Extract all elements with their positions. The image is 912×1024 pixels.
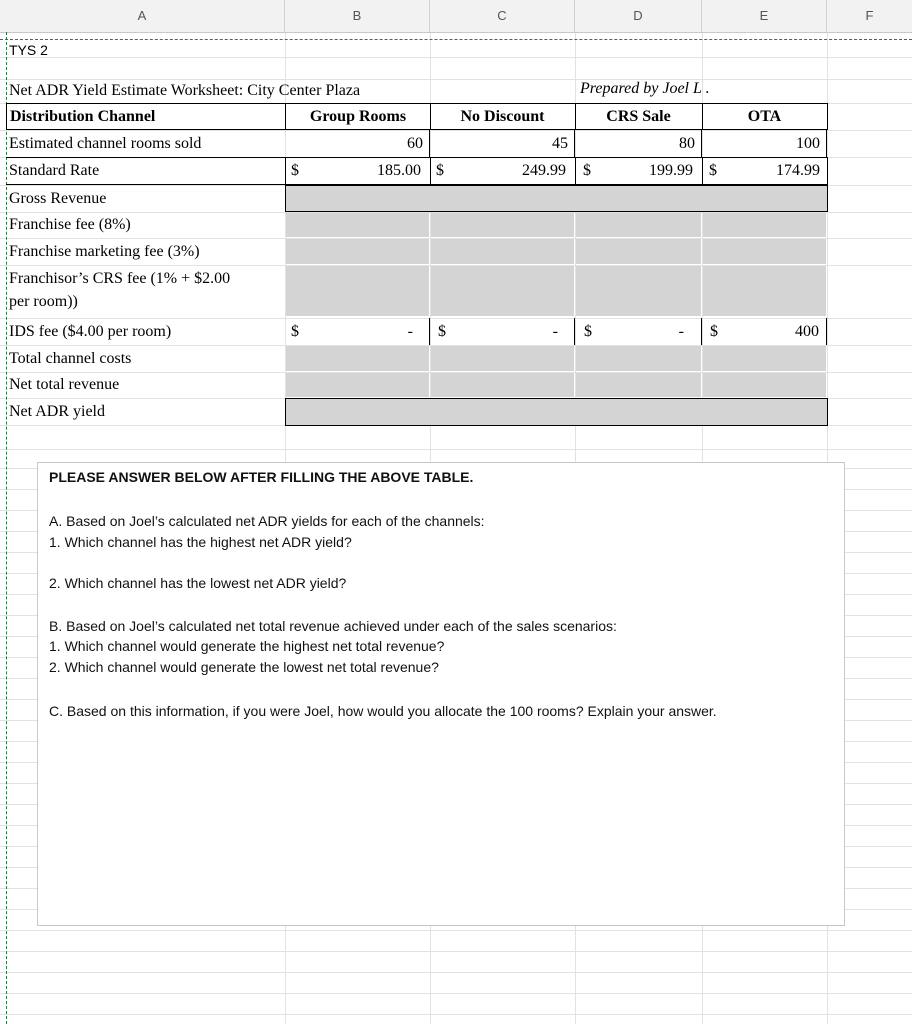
column-header-bar	[0, 0, 912, 33]
currency-symbol: $	[583, 162, 591, 179]
rate-no-discount[interactable]	[430, 157, 576, 185]
row-gridline	[0, 1014, 912, 1015]
header-no-discount[interactable]: No Discount	[430, 103, 576, 130]
row-gridline	[0, 993, 912, 994]
currency-symbol: $	[584, 323, 592, 340]
ids-fee-no-discount-value: -	[552, 323, 558, 340]
label-franchise-marketing-fee[interactable]: Franchise marketing fee (3%)	[9, 243, 200, 260]
total-costs-ota[interactable]	[703, 346, 826, 371]
rate-group-value: 185.00	[377, 162, 421, 179]
question-a1: 1. Which channel has the highest net ADR yield?	[49, 534, 352, 550]
currency-symbol: $	[710, 323, 718, 340]
crs-fee-crs[interactable]	[576, 266, 701, 316]
rate-no-discount-value: 249.99	[522, 162, 566, 179]
header-group-rooms[interactable]: Group Rooms	[285, 103, 431, 130]
question-a2: 2. Which channel has the lowest net ADR yield?	[49, 575, 347, 591]
sheet-label[interactable]: TYS 2	[9, 42, 48, 58]
gross-revenue-no-discount[interactable]	[430, 185, 576, 212]
net-revenue-ota[interactable]	[703, 373, 826, 397]
franchise-fee-ota[interactable]	[703, 213, 826, 237]
question-c: C. Based on this information, if you were Joel, how would you allocate the 100 rooms? Explain your answer.	[49, 703, 717, 719]
currency-symbol: $	[436, 162, 444, 179]
total-costs-group[interactable]	[286, 346, 429, 371]
marketing-fee-crs[interactable]	[576, 239, 701, 264]
marketing-fee-group[interactable]	[286, 239, 429, 264]
column-header-d[interactable]: D	[575, 0, 702, 32]
row-gridline	[0, 57, 912, 58]
currency-symbol: $	[291, 323, 299, 340]
row-gridline	[0, 951, 912, 952]
net-revenue-crs[interactable]	[576, 373, 701, 397]
column-header-e[interactable]: E	[702, 0, 827, 32]
questions-text-box[interactable]	[37, 462, 845, 926]
gross-revenue-group[interactable]	[285, 185, 431, 212]
column-header-f[interactable]: F	[865, 8, 874, 23]
rate-group[interactable]	[285, 157, 431, 185]
rooms-sold-group[interactable]: 60	[285, 130, 430, 157]
column-header-b[interactable]: B	[285, 0, 430, 32]
net-revenue-no-discount[interactable]	[431, 373, 574, 397]
currency-symbol: $	[709, 162, 717, 179]
worksheet-title[interactable]: Net ADR Yield Estimate Worksheet: City Center Plaza	[9, 82, 361, 99]
ids-fee-crs-value: -	[678, 323, 684, 340]
prepared-by[interactable]: Prepared by Joel L .	[580, 80, 710, 97]
franchise-fee-no-discount[interactable]	[431, 213, 574, 237]
marketing-fee-ota[interactable]	[703, 239, 826, 264]
label-net-total-revenue[interactable]: Net total revenue	[9, 376, 120, 393]
ids-fee-group[interactable]	[285, 318, 430, 345]
questions-heading: PLEASE ANSWER BELOW AFTER FILLING THE ABOVE TABLE.	[49, 469, 474, 485]
ids-fee-ota[interactable]	[702, 318, 827, 345]
page-break-line	[0, 39, 912, 40]
franchise-fee-crs[interactable]	[576, 213, 701, 237]
gross-revenue-crs[interactable]	[575, 185, 703, 212]
currency-symbol: $	[438, 323, 446, 340]
question-b2: 2. Which channel would generate the lowest net total revenue?	[49, 659, 439, 675]
rate-ota[interactable]	[702, 157, 828, 185]
rate-ota-value: 174.99	[776, 162, 820, 179]
net-adr-ota[interactable]	[702, 398, 828, 426]
label-ids-fee[interactable]: IDS fee ($4.00 per room)	[9, 323, 172, 340]
rooms-sold-ota[interactable]: 100	[702, 130, 827, 157]
rooms-sold-no-discount[interactable]: 45	[430, 130, 575, 157]
label-net-adr-yield[interactable]: Net ADR yield	[9, 403, 105, 420]
crs-fee-ota[interactable]	[703, 266, 826, 316]
label-rooms-sold[interactable]: Estimated channel rooms sold	[9, 135, 202, 152]
ids-fee-crs[interactable]	[575, 318, 702, 345]
label-total-channel-costs[interactable]: Total channel costs	[9, 350, 132, 367]
row-gridline	[0, 449, 912, 450]
row-gridline	[0, 930, 912, 931]
column-header-a[interactable]: A	[0, 0, 285, 32]
header-distribution-channel[interactable]: Distribution Channel	[6, 103, 286, 130]
header-crs-sale[interactable]: CRS Sale	[575, 103, 703, 130]
total-costs-crs[interactable]	[576, 346, 701, 371]
label-franchise-fee[interactable]: Franchise fee (8%)	[9, 216, 131, 233]
label-crs-fee-line1[interactable]: Franchisor’s CRS fee (1% + $2.00	[9, 270, 231, 287]
gross-revenue-ota[interactable]	[702, 185, 828, 212]
ids-fee-group-value: -	[407, 323, 413, 340]
rooms-sold-crs[interactable]: 80	[575, 130, 702, 157]
ids-fee-no-discount[interactable]	[430, 318, 575, 345]
total-costs-no-discount[interactable]	[431, 346, 574, 371]
rate-crs-value: 199.99	[649, 162, 693, 179]
net-adr-crs[interactable]	[575, 398, 703, 426]
label-gross-revenue[interactable]: Gross Revenue	[9, 190, 107, 207]
question-a-intro: A. Based on Joel’s calculated net ADR yields for each of the channels:	[49, 513, 485, 529]
franchise-fee-group[interactable]	[286, 213, 429, 237]
label-crs-fee-line2[interactable]: per room))	[9, 293, 78, 310]
ids-fee-ota-value: 400	[795, 323, 819, 340]
crs-fee-group[interactable]	[286, 266, 429, 316]
net-revenue-group[interactable]	[286, 373, 429, 397]
row-gridline	[0, 972, 912, 973]
marketing-fee-no-discount[interactable]	[431, 239, 574, 264]
label-standard-rate[interactable]: Standard Rate	[6, 157, 285, 185]
crs-fee-no-discount[interactable]	[431, 266, 574, 316]
net-adr-group[interactable]	[285, 398, 431, 426]
currency-symbol: $	[291, 162, 299, 179]
rate-crs[interactable]	[575, 157, 703, 185]
net-adr-no-discount[interactable]	[430, 398, 576, 426]
question-b-intro: B. Based on Joel’s calculated net total revenue achieved under each of the sales scenarios:	[49, 618, 617, 634]
header-ota[interactable]: OTA	[702, 103, 828, 130]
question-b1: 1. Which channel would generate the highest net total revenue?	[49, 638, 445, 654]
column-header-c[interactable]: C	[430, 0, 575, 32]
